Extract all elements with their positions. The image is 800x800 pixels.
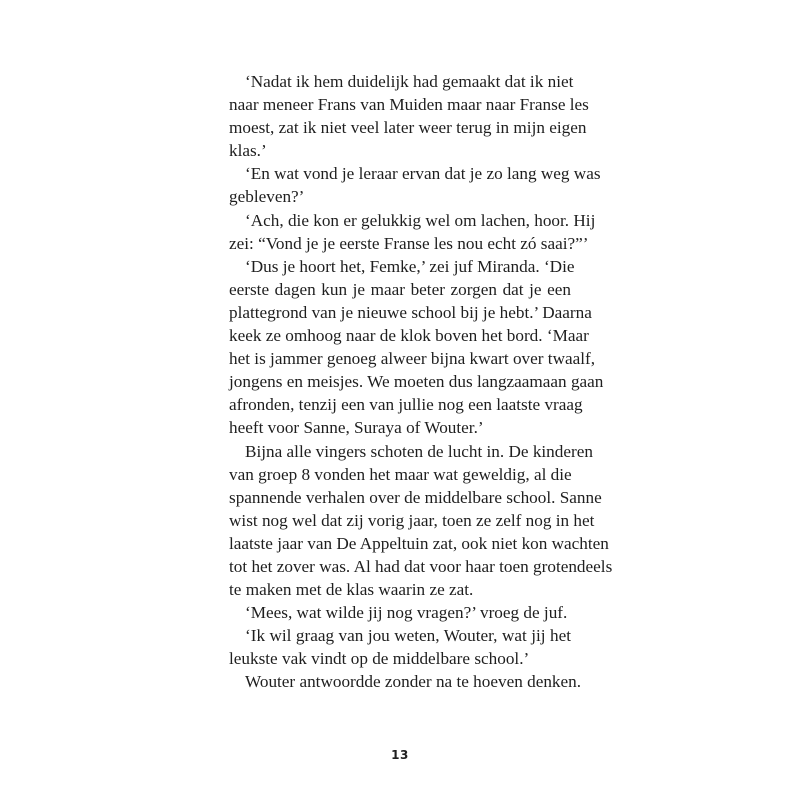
text-line: het is jammer genoeg alweer bijna kwart over twaalf, <box>229 349 596 369</box>
text-line: van groep 8 vonden het maar wat geweldig, al die <box>229 464 572 484</box>
page-number: 13 <box>391 748 409 762</box>
text-line: wist nog wel dat zij vorig jaar, toen ze zelf nog in het <box>229 510 595 530</box>
text-line: plattegrond van je nieuwe school bij je hebt.’ Daarna <box>229 302 592 322</box>
text-line: eerste dagen kun je maar beter zorgen dat je een <box>229 279 571 299</box>
text-line: zei: “Vond je je eerste Franse les nou echt zó saai?”’ <box>229 233 589 253</box>
text-line: naar meneer Frans van Muiden maar naar Franse les <box>229 95 589 115</box>
text-line: ‘En wat vond je leraar ervan dat je zo lang weg was <box>245 164 601 184</box>
text-line: ‘Ach, die kon er gelukkig wel om lachen, hoor. Hij <box>245 210 596 230</box>
text-line: ‘Mees, wat wilde jij nog vragen?’ vroeg de juf. <box>245 603 568 623</box>
text-line: spannende verhalen over de middelbare school. Sanne <box>229 487 602 507</box>
text-line: klas.’ <box>229 141 267 161</box>
text-line: ‘Nadat ik hem duidelijk had gemaakt dat ik niet <box>245 72 574 91</box>
text-line: heeft voor Sanne, Suraya of Wouter.’ <box>229 418 484 438</box>
text-line: jongens en meisjes. We moeten dus langzaamaan gaan <box>229 372 604 392</box>
text-line: Wouter antwoordde zonder na te hoeven denken. <box>245 672 582 692</box>
text-line: afronden, tenzij een van jullie nog een laatste vraag <box>229 395 583 415</box>
text-line: laatste jaar van De Appeltuin zat, ook niet kon wachten <box>229 533 609 553</box>
text-line: tot het zover was. Al had dat voor haar toen grotendeels <box>229 556 613 576</box>
text-line: gebleven?’ <box>229 187 305 207</box>
text-line: te maken met de klas waarin ze zat. <box>229 580 474 600</box>
body-text <box>229 70 613 694</box>
text-line: Bijna alle vingers schoten de lucht in. De kinderen <box>245 441 593 461</box>
text-line: keek ze omhoog naar de klok boven het bord. ‘Maar <box>229 326 589 346</box>
text-line: ‘Dus je hoort het, Femke,’ zei juf Miranda. ‘Die <box>245 256 575 276</box>
text-line: leukste vak vindt op de middelbare school.’ <box>229 649 530 669</box>
text-line: moest, zat ik niet veel later weer terug in mijn eigen <box>229 118 587 138</box>
text-line: ‘Ik wil graag van jou weten, Wouter, wat jij het <box>245 626 571 646</box>
